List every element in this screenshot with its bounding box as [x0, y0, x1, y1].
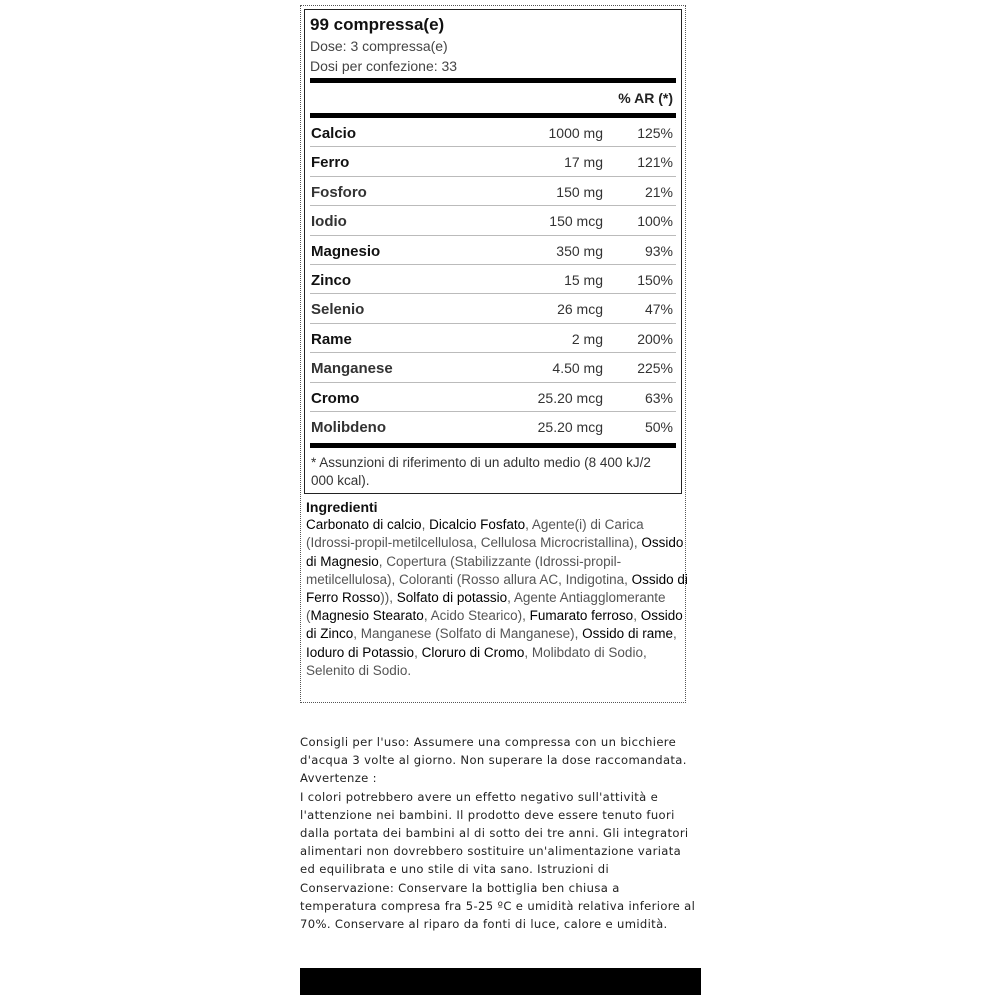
nutrient-row: [310, 236, 676, 265]
ingredient-highlight: Ossido di Zinco: [306, 608, 683, 642]
nutrient-row: [310, 383, 676, 412]
ingredient-highlight: Ossido di rame: [582, 626, 673, 642]
nutrient-amount: 17 mg: [564, 154, 603, 171]
percent-ar-header: % AR (*): [618, 90, 673, 106]
warnings-label: Avvertenze :: [300, 771, 377, 786]
ingredient-text-part: ,: [633, 608, 641, 624]
column-header-row: [310, 83, 676, 111]
nutrient-row: [310, 118, 676, 147]
nutrient-row: [310, 177, 676, 206]
nutrient-row: [310, 147, 676, 176]
nutrient-percent: 200%: [637, 330, 673, 347]
nutrient-percent: 121%: [637, 154, 673, 171]
nutrient-amount: 25.20 mcg: [537, 418, 603, 435]
nutrient-percent: 225%: [637, 360, 673, 377]
dose-text: Dose: 3 compressa(e): [310, 38, 448, 54]
nutrient-amount: 15 mg: [564, 271, 603, 288]
ingredients-text: [306, 516, 691, 680]
ingredient-text-part: , Agente Antiagglomerante (: [306, 590, 666, 624]
directions-text: Consigli per l'uso: Assumere una compressa con un bicchiere d'acqua 3 volte al giorno. Non superare la dose raccomandata.: [300, 735, 687, 768]
nutrient-row: [310, 206, 676, 235]
ingredients-section: [306, 498, 691, 680]
footnote: * Assunzioni di riferimento di un adulto medio (8 400 kJ/2 000 kcal).: [311, 455, 651, 489]
nutrition-facts-panel: [304, 9, 682, 494]
nutrient-amount: 150 mcg: [549, 213, 603, 230]
ingredient-highlight: Dicalcio Fosfato: [429, 517, 526, 533]
ingredient-text-part: , Agente(i) di Carica (Idrossi-propil-metilcellulosa, Cellulosa Microcristallina),: [306, 517, 644, 551]
ingredient-highlight: Ioduro di Potassio: [306, 644, 415, 660]
warnings-text: I colori potrebbero avere un effetto negativo sull'attività e l'attenzione nei bambini. Il prodotto deve essere tenuto fuori dalla portata dei bambini al di sotto dei tre anni. Gli integratori alimentari non dovrebbero sostituire un'alimentazione variata ed equilibrata e uno stile di vita sano. Istruzioni di Conservazione: Conservare la bottiglia ben chiusa a temperatura compresa fra 5-25 ºC e umidità relativa inferiore al 70%. Conservare al riparo da fonti di luce, calore e umidità.: [300, 789, 696, 932]
nutrient-row: [310, 412, 676, 441]
nutrient-name: Iodio: [311, 213, 347, 231]
ingredient-text-part: ,: [421, 517, 430, 533]
ingredient-highlight: Magnesio Stearato: [310, 608, 424, 624]
servings-text: Dosi per confezione: 33: [310, 58, 458, 74]
ingredients-heading: Ingredienti: [306, 499, 378, 515]
nutrient-row: [310, 265, 676, 294]
nutrient-percent: 100%: [637, 213, 673, 230]
nutrient-name: Cromo: [311, 389, 360, 407]
nutrient-amount: 1000 mg: [548, 125, 603, 141]
nutrient-row: [310, 324, 676, 353]
ingredient-text-part: ,: [414, 644, 422, 660]
nutrient-percent: 125%: [637, 125, 673, 141]
nutrient-percent: 63%: [644, 389, 673, 406]
nutrient-amount: 25.20 mcg: [537, 389, 603, 406]
nutrient-name: Fosforo: [311, 183, 367, 201]
ingredient-highlight: Carbonato di calcio: [306, 517, 422, 533]
nutrient-name: Zinco: [311, 271, 351, 289]
nutrient-percent: 47%: [644, 301, 673, 318]
nutrient-amount: 2 mg: [571, 330, 603, 347]
ingredient-text-part: , Acido Stearico),: [423, 608, 530, 624]
usage-section: [300, 733, 700, 933]
ingredient-highlight: Ossido di Ferro Rosso: [306, 571, 688, 606]
nutrient-percent: 150%: [637, 271, 673, 288]
nutrient-row: [310, 294, 676, 323]
nutrient-percent: 93%: [644, 242, 673, 259]
nutrient-amount: 150 mg: [556, 183, 603, 200]
nutrient-name: Rame: [311, 330, 352, 348]
nutrient-name: Selenio: [311, 301, 365, 319]
ingredient-text-part: )),: [380, 590, 397, 606]
ingredient-text-part: , Copertura (Stabilizzante (Idrossi-propil-metilcellulosa), Coloranti (Rosso allura AC, Indigotina,: [306, 553, 632, 587]
black-bar: [300, 968, 701, 995]
nutrient-percent: 21%: [644, 183, 673, 200]
ingredient-highlight: Fumarato ferroso: [529, 608, 634, 624]
nutrient-amount: 26 mcg: [557, 301, 603, 318]
ingredient-text-part: ,: [672, 626, 677, 642]
divider-thick: [310, 443, 676, 448]
nutrient-percent: 50%: [644, 418, 673, 435]
nutrient-name: Manganese: [311, 360, 393, 378]
nutrient-row: [310, 353, 676, 382]
ingredient-highlight: Solfato di potassio: [396, 590, 508, 606]
nutrient-rows: [310, 118, 676, 441]
facts-title: 99 compressa(e): [310, 15, 445, 34]
nutrient-name: Magnesio: [311, 242, 381, 260]
nutrient-amount: 4.50 mg: [552, 360, 603, 377]
ingredient-highlight: Cloruro di Cromo: [421, 644, 525, 660]
nutrient-name: Molibdeno: [311, 418, 386, 436]
nutrient-amount: 350 mg: [556, 242, 603, 259]
ingredient-text-part: , Manganese (Solfato di Manganese),: [353, 626, 583, 642]
nutrient-name: Calcio: [311, 125, 357, 142]
nutrient-name: Ferro: [311, 154, 350, 172]
ingredient-highlight: Ossido di Magnesio: [306, 535, 684, 569]
ingredient-text-part: , Molibdato di Sodio, Selenito di Sodio.: [306, 644, 647, 678]
